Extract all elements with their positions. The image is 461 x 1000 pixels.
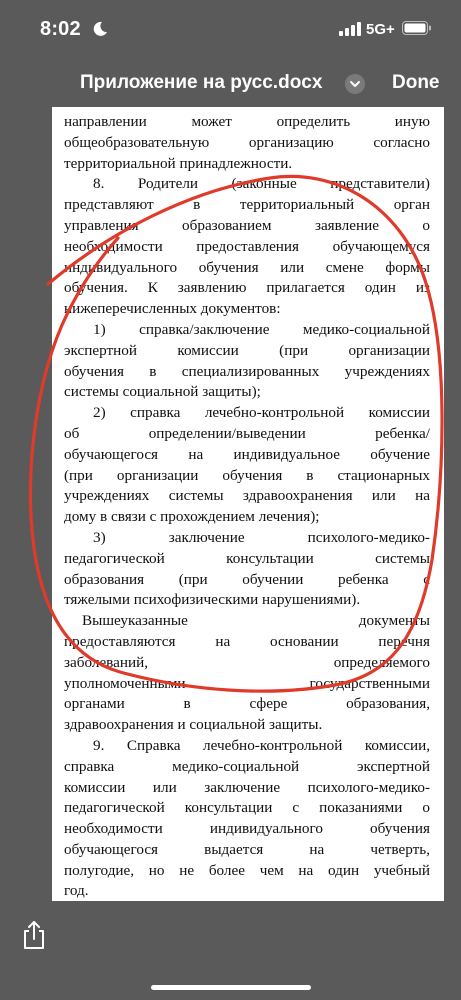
text-line: (при организации обучения в стационарных (64, 466, 430, 484)
text-line: индивидуального обучения или смене формы (64, 258, 430, 276)
document-page[interactable] (52, 107, 444, 901)
text-line: учреждениях системы здравоохранения или на (64, 487, 430, 505)
text-line: здравоохранения и социальной защиты. (64, 716, 323, 734)
text-line: уполномоченными государственными (64, 674, 430, 692)
text-line: 9. Справка лечебно-контрольной комиссии, (93, 736, 430, 754)
text-line: дому в связи с прохождением лечения); (64, 508, 320, 526)
done-button[interactable]: Done (392, 72, 440, 93)
text-line: заболеваний, определяемого (64, 653, 430, 671)
status-bar (0, 0, 461, 62)
text-line: 2) справка лечебно-контрольной комиссии (93, 404, 430, 422)
signal-icon (339, 22, 361, 41)
text-line: обучающегося выдается на четверть, (64, 840, 430, 858)
document-title: Приложение на русс.docx (80, 72, 323, 93)
text-line: справка медико-социальной экспертной (64, 757, 430, 775)
text-line: педагогической консультации с показаниями о (64, 799, 430, 817)
text-line: комиссии или заключение психолого-медико- (64, 778, 430, 796)
text-line: необходимости предоставления обучающемуся (64, 237, 430, 255)
home-indicator[interactable] (151, 985, 311, 990)
text-line: обучения. К заявлению прилагается один из (64, 279, 430, 297)
battery-icon (402, 20, 432, 41)
share-icon[interactable] (20, 919, 48, 951)
text-line: тяжелыми психофизическими нарушениями). (64, 591, 361, 609)
text-line: системы социальной защиты); (64, 383, 261, 401)
chevron-down-icon[interactable] (345, 74, 365, 94)
network-label: 5G+ (366, 21, 395, 38)
document-text (64, 112, 430, 965)
text-line: управления образованием заявление о (64, 216, 430, 234)
text-line: 8. Родители (законные представители) (93, 175, 430, 193)
text-line: направлении может определить иную (64, 113, 430, 130)
text-line: образования (при обучении ребенка с (64, 570, 430, 588)
text-line: обучающегося на индивидуальное обучение (64, 445, 430, 463)
text-line: 3) заключение психолого-медико- (93, 528, 430, 546)
nav-bar (0, 62, 461, 106)
text-line: год. (64, 882, 89, 900)
text-line: обучения в специализированных учреждениях (64, 362, 430, 380)
text-line: об определении/выведении ребенка/ (64, 424, 430, 442)
text-line: органами в сфере образования, (64, 695, 430, 713)
text-line: нижеперечисленных документов: (64, 300, 281, 318)
moon-icon (92, 21, 108, 37)
text-line: педагогической консультации системы (64, 549, 430, 567)
text-line: необходимости индивидуального обучения (64, 820, 430, 838)
text-line: экспертной комиссии (при организации (64, 341, 430, 359)
text-line: Вышеуказанные документы (82, 612, 430, 630)
text-line: полугодие, но не более чем на один учебный (64, 861, 430, 879)
bottom-toolbar (0, 901, 461, 1000)
text-line: представляют в территориальный орган (64, 196, 430, 214)
text-line: общеобразовательную организацию согласно (64, 133, 430, 151)
status-time: 8:02 (40, 18, 81, 40)
text-line: предоставляются на основании перечня (64, 632, 430, 650)
text-line: 1) справка/заключение медико-социальной (93, 320, 430, 338)
text-line: территориальной принадлежности. (64, 154, 293, 172)
